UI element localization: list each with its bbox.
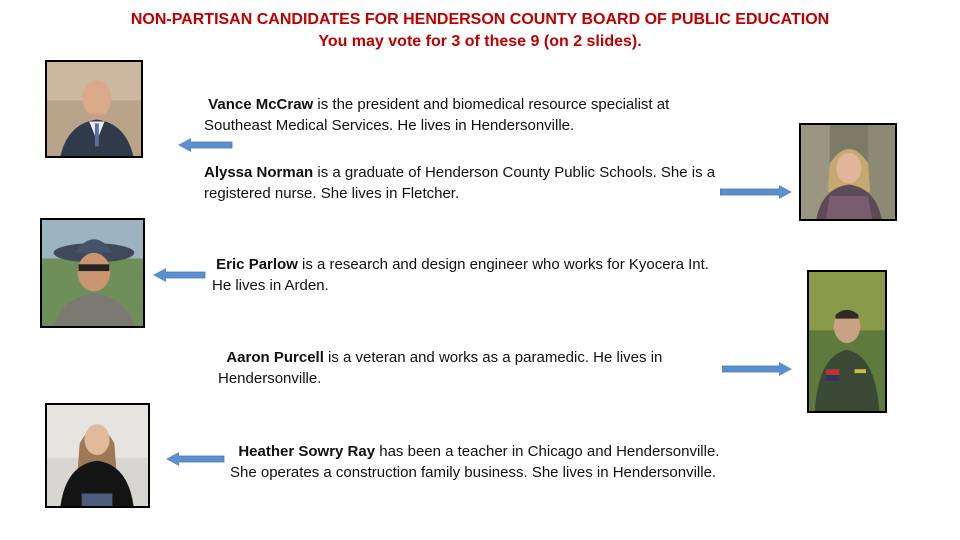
candidate-bio: is a veteran and works as a paramedic. He lives in Hendersonville. [218, 349, 663, 387]
title-line-2: You may vote for 3 of these 9 (on 2 slides). [318, 33, 642, 50]
arrow-right-icon [720, 185, 792, 199]
bio-eric-parlow [212, 254, 732, 296]
photo-alyssa-norman [799, 123, 897, 221]
arrow-right-icon [722, 362, 792, 376]
photo-vance-mccraw [45, 60, 143, 158]
arrow-left-icon [166, 452, 226, 466]
candidate-name: Vance McCraw [208, 96, 314, 113]
candidate-bio: is a graduate of Henderson County Public Schools. She is a registered nurse. She lives in Fletcher. [204, 164, 716, 202]
arrow-left-icon [178, 138, 234, 152]
candidate-name: Eric Parlow [216, 256, 298, 273]
candidate-name: Aaron Purcell [226, 349, 324, 366]
candidate-name: Heather Sowry Ray [238, 443, 376, 460]
candidate-bio: has been a teacher in Chicago and Hendersonville. She operates a construction family business. She lives in Hendersonville. [230, 443, 720, 481]
title-line-1: NON-PARTISAN CANDIDATES FOR HENDERSON COUNTY BOARD OF PUBLIC EDUCATION [130, 11, 830, 28]
bio-alyssa-norman [204, 162, 764, 204]
photo-eric-parlow [40, 218, 145, 328]
arrow-left-icon [153, 268, 207, 282]
candidate-name: Alyssa Norman [204, 164, 314, 181]
bio-aaron-purcell [218, 347, 718, 389]
candidate-bio: is a research and design engineer who works for Kyocera Int. He lives in Arden. [212, 256, 709, 294]
candidate-bio: is the president and biomedical resource specialist at Southeast Medical Services. He lives in Hendersonville. [204, 96, 670, 134]
photo-heather-sowry-ray [45, 403, 150, 508]
photo-aaron-purcell [807, 270, 887, 413]
bio-heather-sowry-ray [230, 441, 730, 483]
bio-vance-mccraw [204, 94, 734, 136]
